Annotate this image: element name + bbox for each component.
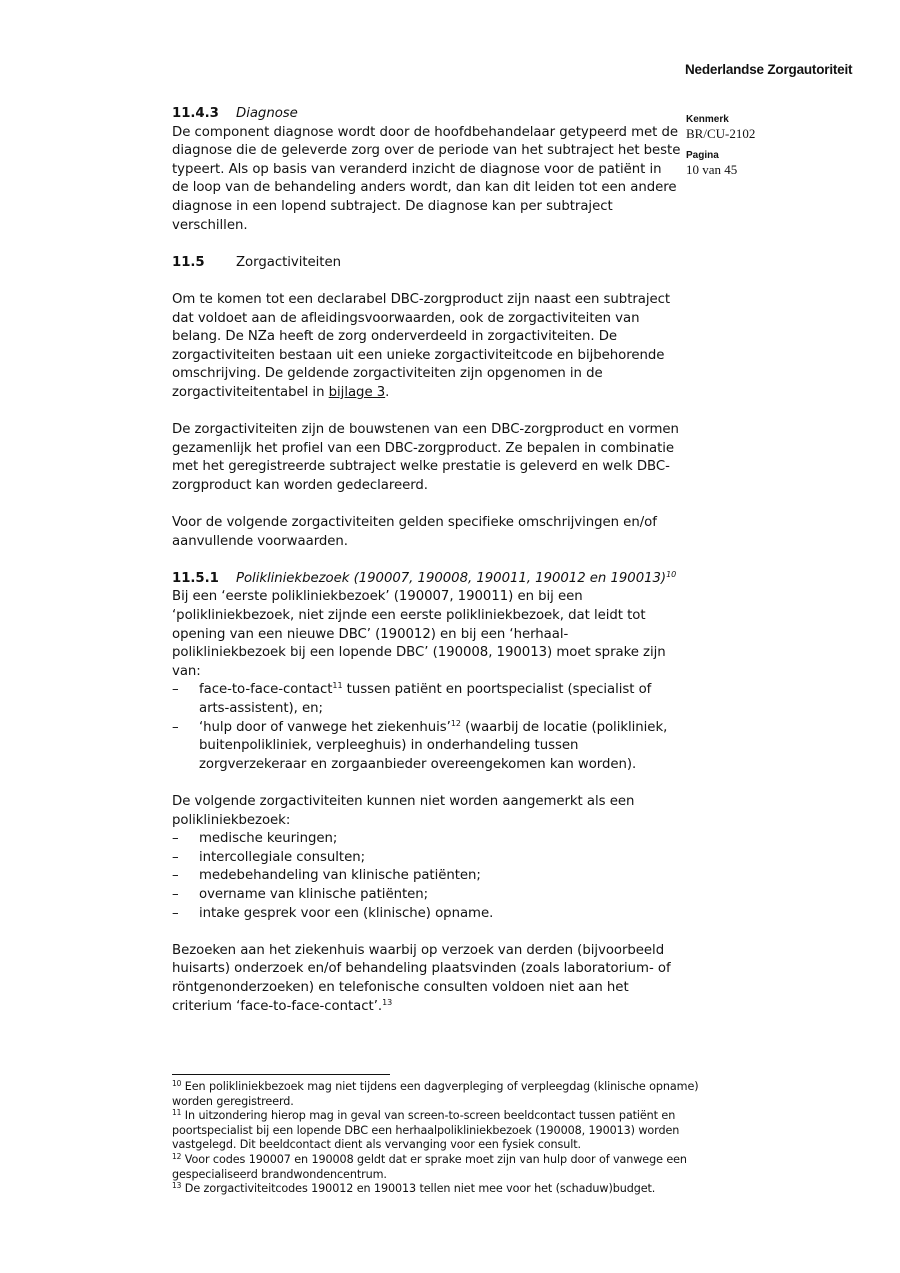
section-title: Polikliniekbezoek (190007, 190008, 190011, 190012 en 190013)$^{10}$ xyxy=(236,569,677,586)
paragraph: Om te komen tot een declarabel DBC-zorgproduct zijn naast een subtraject dat voldoet aan de afleidingsvoorwaarden, ook de zorgactiviteiten van belang. De NZa heeft de zorg onderverdeeld in zorgactiviteiten. De zorgactiviteiten bestaan uit een unieke zorgactiviteitcode en bijbehorende omschrijving. De geldende zorgactiviteiten zijn opgenomen in de zorgactiviteitentabel in bijlage 3. xyxy=(172,291,671,400)
kenmerk-block xyxy=(686,114,876,142)
requirements-list xyxy=(172,681,682,774)
footnotes xyxy=(172,1080,702,1197)
footnote: $^{13}$ De zorgactiviteitcodes 190012 en 190013 tellen niet mee voor het (schaduw)budget. xyxy=(172,1181,656,1196)
section-number: 11.5 xyxy=(172,254,205,270)
organization-name: Nederlandse Zorgautoriteit xyxy=(685,62,853,77)
footnote: $^{10}$ Een polikliniekbezoek mag niet tijdens een dagverpleging of verpleegdag (klinische opname) worden geregistreerd. xyxy=(172,1079,699,1108)
pagina-label: Pagina xyxy=(686,150,719,161)
heading-11-5-1 xyxy=(172,570,682,589)
section-title: Diagnose xyxy=(236,106,298,121)
main-content xyxy=(172,105,682,1016)
paragraph: De volgende zorgactiviteiten kunnen niet worden aangemerkt als een polikliniekbezoek: xyxy=(172,793,635,828)
heading-11-4-3 xyxy=(172,105,682,124)
kenmerk-label: Kenmerk xyxy=(686,114,729,125)
paragraph: Bezoeken aan het ziekenhuis waarbij op verzoek van derden (bijvoorbeeld huisarts) onderzoek en/of behandeling plaatsvinden (zoals laboratorium- of röntgenonderzoeken) en telefonische consulten voldoen niet aan het criterium ‘face-to-face-contact’.$^{13}$ xyxy=(172,942,671,1014)
list-item: – ‘hulp door of vanwege het ziekenhuis’$^{12}$ (waarbij de locatie (polikliniek, buitenpolikliniek, verpleeghuis) in onderhandeling tussen zorgverzekeraar en zorgaanbieder overeengekomen kan worden). xyxy=(172,719,682,775)
list-item: – medische keuringen; xyxy=(172,830,682,849)
list-item: – intake gesprek voor een (klinische) opname. xyxy=(172,905,682,924)
pagina-block xyxy=(686,150,876,178)
list-item: – face-to-face-contact$^{11}$ tussen patiënt en poortspecialist (specialist of arts-assistent), en; xyxy=(172,681,682,718)
section-number: 11.5.1 xyxy=(172,570,219,586)
footnote-ref[interactable]: 10 xyxy=(666,569,677,579)
section-title: Zorgactiviteiten xyxy=(236,254,341,270)
paragraph: Bij een ‘eerste polikliniekbezoek’ (190007, 190011) en bij een ‘polikliniekbezoek, niet zijnde een eerste polikliniekbezoek, dat leidt tot opening van een nieuwe DBC’ (190012) en bij een ‘herhaal-polikliniekbezoek bij een lopende DBC’ (190008, 190013) moet sprake zijn van: xyxy=(172,589,666,679)
pagina-value: 10 van 45 xyxy=(686,162,738,177)
footnote: $^{12}$ Voor codes 190007 en 190008 geldt dat er sprake moet zijn van hulp door of vanwege een gespecialiseerd brandwondencentrum. xyxy=(172,1151,687,1181)
paragraph: De component diagnose wordt door de hoofdbehandelaar getypeerd met de diagnose die de geleverde zorg over de periode van het subtraject het beste typeert. Als op basis van veranderd inzicht de diagnose voor de patiënt in de loop van de behandeling anders wordt, dan kan dit leiden tot een andere diagnose in een lopend subtraject. De diagnose kan per subtraject verschillen. xyxy=(172,124,681,233)
footnote-ref[interactable]: 13 xyxy=(382,997,393,1007)
footnote-divider xyxy=(172,1074,390,1075)
heading-11-5 xyxy=(172,254,682,273)
list-item: – medebehandeling van klinische patiënten; xyxy=(172,867,682,886)
paragraph: De zorgactiviteiten zijn de bouwstenen van een DBC-zorgproduct en vormen gezamenlijk het profiel van een DBC-zorgproduct. Ze bepalen in combinatie met het geregistreerde subtraject welke prestatie is geleverd en welk DBC-zorgproduct kan worden gedeclareerd. xyxy=(172,422,679,493)
footnote-ref[interactable]: 11 xyxy=(332,681,343,691)
bijlage-link[interactable]: bijlage 3 xyxy=(328,384,386,400)
list-item: – intercollegiale consulten; xyxy=(172,849,682,868)
kenmerk-value: BR/CU-2102 xyxy=(686,126,756,141)
footnote: $^{11}$ In uitzondering hierop mag in geval van screen-to-screen beeldcontact tussen patiënt en poortspecialist bij een lopende DBC een herhaalpolikliniekbezoek (190008, 190013) worden vastgelegd. Dit beeldcontact dient als vervanging voor een fysiek consult. xyxy=(172,1108,680,1152)
exclusions-list xyxy=(172,830,682,923)
list-item: – overname van klinische patiënten; xyxy=(172,886,682,905)
paragraph: Voor de volgende zorgactiviteiten gelden specifieke omschrijvingen en/of aanvullende voorwaarden. xyxy=(172,515,657,549)
footnote-ref[interactable]: 12 xyxy=(450,718,461,728)
section-number: 11.4.3 xyxy=(172,106,219,121)
